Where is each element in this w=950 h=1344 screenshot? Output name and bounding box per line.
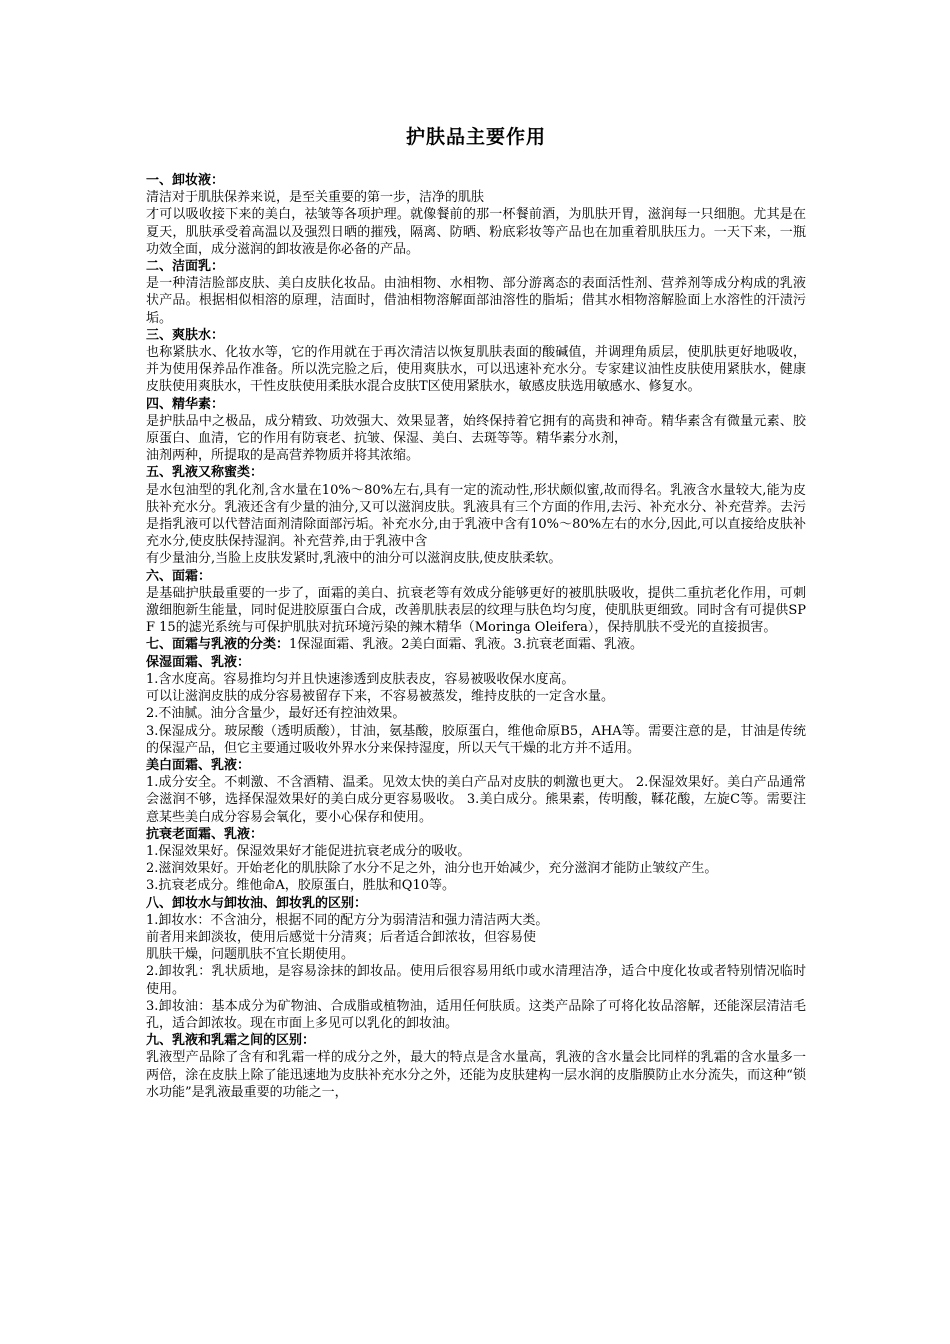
paragraph: 前者用来卸淡妆，使用后感觉十分清爽；后者适合卸浓妆，但容易使 <box>146 929 537 945</box>
paragraph: 可以让滋润皮肤的成分容易被留存下来，不容易被蒸发，维持皮肤的一定含水量。 <box>146 689 615 705</box>
subheading-moisturizing: 保湿面霜、乳液： <box>146 654 251 670</box>
section-heading-lotion-vs-cream: 九、乳液和乳霜之间的区别： <box>146 1033 316 1049</box>
paragraph: 1.卸妆水：不含油分，根据不同的配方分为弱清洁和强力清洁两大类。 <box>146 912 549 928</box>
heading-label: 七、面霜与乳液的分类： <box>146 637 290 653</box>
subheading-anti-aging: 抗衰老面霜、乳液： <box>146 826 264 842</box>
paragraph: 才可以吸收接下来的美白，祛皱等各项护理。就像餐前的那一杯餐前酒，为肌肤开胃，滋润每一只细胞。尤其是在夏天，肌肤承受着高温以及强烈日晒的摧残，隔离、防晒、粉底彩妆等产品也在加重着肌肤压力。一天下来，一瓶功效全面，成分滋润的卸妆液是你必备的产品。 <box>146 207 806 257</box>
paragraph: 肌肤干燥，问题肌肤不宜长期使用。 <box>146 947 355 963</box>
paragraph: 3.抗衰老成分。维他命A，胶原蛋白，胜肽和Q10等。 <box>146 878 455 894</box>
paragraph: 有少量油分,当脸上皮肤发紧时,乳液中的油分可以滋润皮肤,使皮肤柔软。 <box>146 551 562 567</box>
paragraph: 是基础护肤最重要的一步了，面霜的美白、抗衰老等有效成分能够更好的被肌肤吸收，提供二重抗老化作用，可刺激细胞新生能量，同时促进胶原蛋白合成，改善肌肤表层的纹理与肤色均匀度，使肌肤更细致。同时含有可提供SPF 15的滤光系统与可保护肌肤对抗环境污染的辣木精华（Moringa Oleifera），保持肌肤不受光的直接损害。 <box>146 585 806 636</box>
section-heading-face-cream: 六、面霜： <box>146 568 212 584</box>
paragraph: 清洁对于肌肤保养来说，是至关重要的第一步，洁净的肌肤 <box>146 190 485 206</box>
paragraph: 是一种清洁脸部皮肤、美白皮肤化妆品。由油相物、水相物、部分游离态的表面活性剂、营养剂等成分构成的乳液状产品。根据相似相溶的原理，洁面时，借油相物溶解面部油溶性的脂垢；借其水相物溶解脸面上水溶性的汗渍污垢。 <box>146 276 806 326</box>
section-heading-toner: 三、爽肤水： <box>146 327 225 343</box>
paragraph: 3.卸妆油：基本成分为矿物油、合成脂或植物油，适用任何肤质。这类产品除了可将化妆品溶解，还能深层清洁毛孔，适合卸浓妆。现在市面上多见可以乳化的卸妆油。 <box>146 998 806 1031</box>
document-page <box>146 0 806 1101</box>
paragraph: 3.保湿成分。玻尿酸（透明质酸），甘油，氨基酸，胶原蛋白，维他命原B5，AHA等。需要注意的是，甘油是传统的保湿产品，但它主要通过吸收外界水分来保持湿度，所以天气干燥的北方并不适用。 <box>146 723 806 756</box>
section-heading-classification <box>146 636 806 653</box>
subheading-whitening: 美白面霜、乳液： <box>146 757 251 773</box>
section-heading-makeup-remover-liquid: 一、卸妆液： <box>146 173 225 188</box>
paragraph: 是护肤品中之极品，成分精致、功效强大、效果显著，始终保持着它拥有的高贵和神奇。精华素含有微量元素、胶原蛋白、血清，它的作用有防衰老、抗皱、保湿、美白、去斑等等。精华素分水剂， <box>146 413 806 447</box>
heading-inline-text: 1保湿面霜、乳液。2美白面霜、乳液。3.抗衰老面霜、乳液。 <box>289 637 643 653</box>
paragraph: 2.卸妆乳：乳状质地，是容易涂抹的卸妆品。使用后很容易用纸巾或水清理洁净，适合中度化妆或者特别情况临时使用。 <box>146 964 806 997</box>
section-heading-cleanser: 二、洁面乳： <box>146 259 225 275</box>
section-heading-lotion: 五、乳液又称蜜类： <box>146 465 264 481</box>
paragraph: 2.滋润效果好。开始老化的肌肤除了水分不足之外，油分也开始减少，充分滋润才能防止皱纹产生。 <box>146 861 718 877</box>
document-title: 护肤品主要作用 <box>405 126 546 148</box>
paragraph: 2.不油腻。油分含量少，最好还有控油效果。 <box>146 706 406 722</box>
document-body <box>146 172 806 1101</box>
paragraph: 油剂两种，所提取的是高营养物质并将其浓缩。 <box>146 448 420 464</box>
paragraph: 1.含水度高。容易推均匀并且快速渗透到皮肤表皮，容易被吸收保水度高。 <box>146 671 575 687</box>
paragraph: 乳液型产品除了含有和乳霜一样的成分之外，最大的特点是含水量高，乳液的含水量会比同样的乳霜的含水量多一两倍，涂在皮肤上除了能迅速地为皮肤补充水分之外，还能为皮肤建构一层水润的皮脂膜防止水分流失，而这种“锁水功能”是乳液最重要的功能之一， <box>146 1050 806 1100</box>
section-heading-essence: 四、精华素： <box>146 396 225 412</box>
paragraph: 1.成分安全。不刺激、不含酒精、温柔。见效太快的美白产品对皮肤的刺激也更大。 2.保湿效果好。美白产品通常会滋润不够，选择保湿效果好的美白成分更容易吸收。 3.美白成分。熊果素，传明酸，鞣花酸，左旋C等。需要注意某些美白成分容易会氧化，要小心保存和使用。 <box>146 775 806 825</box>
paragraph: 1.保湿效果好。保湿效果好才能促进抗衰老成分的吸收。 <box>146 843 471 859</box>
section-heading-remover-differences: 八、卸妆水与卸妆油、卸妆乳的区别： <box>146 895 368 911</box>
paragraph: 也称紧肤水、化妆水等，它的作用就在于再次清洁以恢复肌肤表面的酸碱值，并调理角质层，使肌肤更好地吸收，并为使用保养品作准备。所以洗完脸之后，使用爽肤水，可以迅速补充水分。专家建议油性皮肤使用紧肤水，健康皮肤使用爽肤水，干性皮肤使用柔肤水混合皮肤T区使用紧肤水，敏感皮肤选用敏感水、修复水。 <box>146 345 806 395</box>
paragraph: 是水包油型的乳化剂,含水量在10%～80%左右,具有一定的流动性,形状颇似蜜,故而得名。乳液含水量较大,能为皮肤补充水分。乳液还含有少量的油分,又可以滋润皮肤。乳液具有三个方面的作用,去污、补充水分、补充营养。去污是指乳液可以代替洁面剂清除面部污垢。补充水分,由于乳液中含有10%～80%左右的水分,因此,可以直接给皮肤补充水分,使皮肤保持湿润。补充营养,由于乳液中含 <box>146 482 806 550</box>
